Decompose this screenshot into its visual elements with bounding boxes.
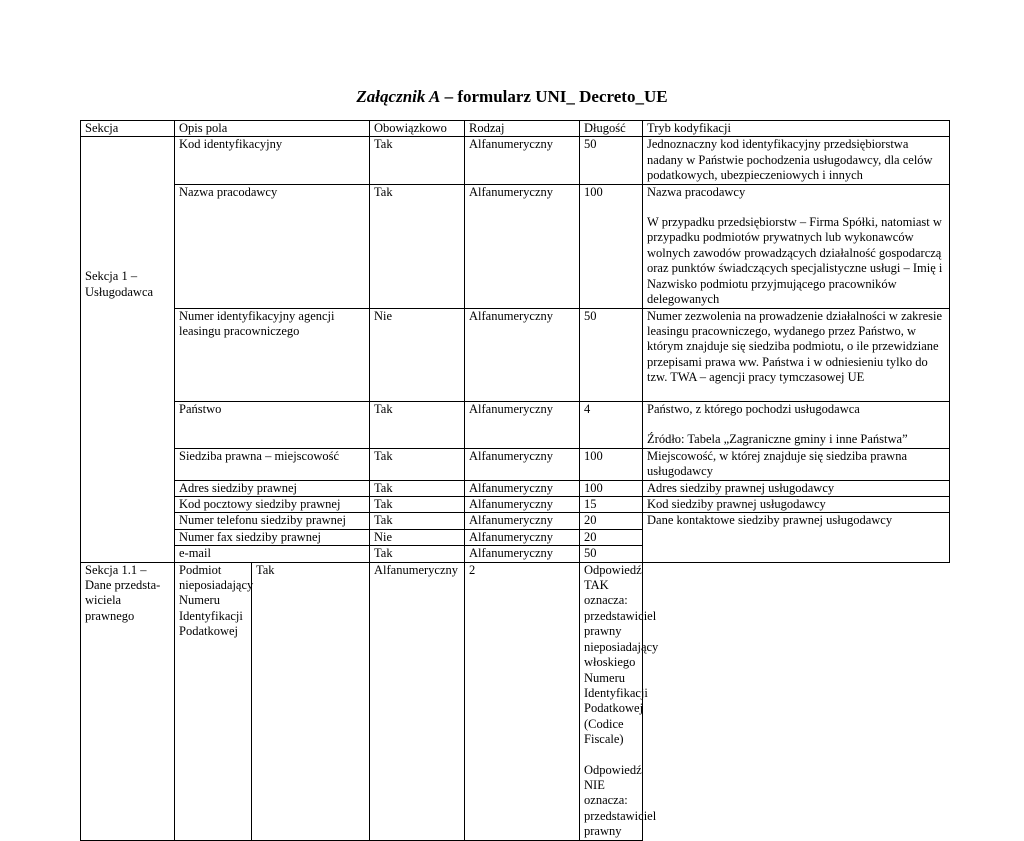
desc-value: Jednoznaczny kod identyfikacyjny przedsiębiorstwa nadany w Państwie pochodzenia usługodawcy, dla celów podatkowych, ubezpieczeniowych i innych — [643, 137, 950, 184]
length-value: 100 — [580, 448, 643, 480]
required-value: Tak — [370, 546, 465, 562]
type-value: Alfanumeryczny — [465, 546, 580, 562]
field-name: Kod pocztowy siedziby prawnej — [175, 497, 370, 513]
length-value: 20 — [580, 529, 643, 545]
length-value: 2 — [465, 562, 580, 840]
type-value: Alfanumeryczny — [465, 184, 580, 308]
section-cell — [81, 137, 175, 562]
required-value: Tak — [370, 480, 465, 496]
required-value: Tak — [370, 448, 465, 480]
desc-value: Dane kontaktowe siedziby prawnej usługodawcy — [643, 513, 950, 562]
subsection-field: Podmiot nieposiadający Numeru Identyfikacji Podatkowej — [175, 562, 252, 840]
field-name: Adres siedziby prawnej — [175, 480, 370, 496]
title-rest: – formularz UNI_ Decreto_UE — [440, 87, 668, 106]
field-name: Nazwa pracodawcy — [175, 184, 370, 308]
desc-value: Kod siedziby prawnej usługodawcy — [643, 497, 950, 513]
header-length: Długość — [580, 121, 643, 137]
desc-value — [580, 562, 659, 840]
page-title — [0, 87, 1024, 107]
table-row — [81, 448, 950, 480]
field-name: Numer identyfikacyjny agencji leasingu pracowniczego — [175, 308, 370, 401]
table-row — [81, 137, 950, 184]
desc-line: Nazwa pracodawcy — [647, 184, 746, 199]
table-row — [81, 184, 950, 308]
header-row — [81, 121, 950, 137]
desc-value: Adres siedziby prawnej usługodawcy — [643, 480, 950, 496]
table-row — [81, 308, 950, 401]
desc-line: W przypadku przedsiębiorstw – Firma Spółki, natomiast w przypadku podmiotów prywatnych lub wykonawców wolnych zawodów prowadzących działalność gospodarczą oraz punktów świadczących specjalistyczne usługi – Imię i Nazwisko podmiotu przyjmującego pracowników delegowanych — [647, 215, 943, 307]
required-value: Tak — [370, 184, 465, 308]
required-value: Tak — [370, 137, 465, 184]
header-mode: Tryb kodyfikacji — [643, 121, 950, 137]
header-field: Opis pola — [175, 121, 370, 137]
table-row — [81, 562, 950, 840]
length-value: 50 — [580, 546, 643, 562]
required-value: Tak — [370, 513, 465, 529]
field-name: Państwo — [175, 401, 370, 448]
type-value: Alfanumeryczny — [465, 308, 580, 401]
type-value: Alfanumeryczny — [465, 529, 580, 545]
required-value: Tak — [252, 562, 370, 840]
desc-value: Miejscowość, w której znajduje się siedziba prawna usługodawcy — [643, 448, 950, 480]
desc-line: Źródło: Tabela „Zagraniczne gminy i inne Państwa” — [647, 432, 908, 447]
field-name: Kod identyfikacyjny — [175, 137, 370, 184]
length-value: 100 — [580, 184, 643, 308]
field-name: e-mail — [175, 546, 370, 562]
length-value: 15 — [580, 497, 643, 513]
length-value: 20 — [580, 513, 643, 529]
header-type: Rodzaj — [465, 121, 580, 137]
type-value: Alfanumeryczny — [465, 513, 580, 529]
type-value: Alfanumeryczny — [370, 562, 465, 840]
desc-value: Numer zezwolenia na prowadzenie działalności w zakresie leasingu pracowniczego, wydanego przez Państwo, w którym znajduje się siedziba podmiotu, o ile przewidziane przepisami prawa ww. Państwa i w odniesieniu tylko do tzw. TWA – agencji pracy tymczasowej UE — [643, 308, 950, 401]
type-value: Alfanumeryczny — [465, 137, 580, 184]
desc-line: Odpowiedź TAK oznacza: przedstawiciel prawny nieposiadający włoskiego Numeru Identyfikacji Podatkowej (Codice Fiscale) — [584, 562, 659, 747]
length-value: 50 — [580, 137, 643, 184]
field-name: Numer telefonu siedziby prawnej — [175, 513, 370, 529]
title-italic: Załącznik A — [356, 87, 441, 106]
table-row — [81, 497, 950, 513]
desc-line: Państwo, z którego pochodzi usługodawca — [647, 401, 860, 416]
desc-line: Odpowiedź NIE oznacza: przedstawiciel prawny — [584, 762, 657, 839]
subsection-label: Sekcja 1.1 – Dane przedsta-wiciela prawnego — [81, 562, 175, 840]
length-value: 50 — [580, 308, 643, 401]
required-value: Nie — [370, 529, 465, 545]
table-row — [81, 401, 950, 448]
section-label: Sekcja 1 – Usługodawca — [85, 269, 154, 299]
required-value: Nie — [370, 308, 465, 401]
type-value: Alfanumeryczny — [465, 448, 580, 480]
header-section: Sekcja — [81, 121, 175, 137]
type-value: Alfanumeryczny — [465, 480, 580, 496]
header-required: Obowiązkowo — [370, 121, 465, 137]
desc-value — [643, 184, 950, 308]
form-table — [80, 120, 950, 841]
length-value: 100 — [580, 480, 643, 496]
type-value: Alfanumeryczny — [465, 401, 580, 448]
type-value: Alfanumeryczny — [465, 497, 580, 513]
length-value: 4 — [580, 401, 643, 448]
field-name: Numer fax siedziby prawnej — [175, 529, 370, 545]
table-row — [81, 513, 950, 529]
required-value: Tak — [370, 497, 465, 513]
required-value: Tak — [370, 401, 465, 448]
table-row — [81, 480, 950, 496]
desc-value — [643, 401, 950, 448]
field-name: Siedziba prawna – miejscowość — [175, 448, 370, 480]
